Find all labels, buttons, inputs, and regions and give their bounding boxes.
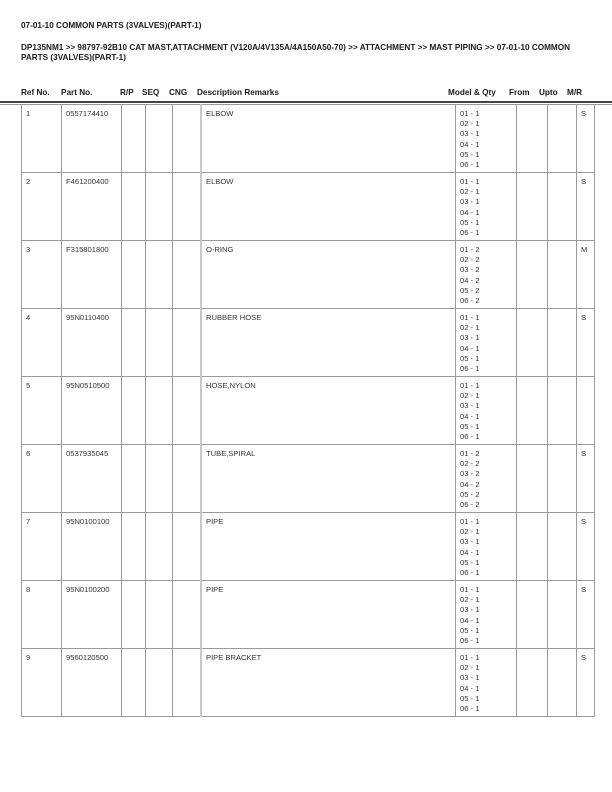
ref-no-cell: 6 xyxy=(22,445,62,513)
model-qty-line: 06 - 1 xyxy=(460,568,480,578)
header-part-no: Part No. xyxy=(61,88,93,97)
model-qty-line: 03 - 1 xyxy=(460,537,480,547)
header-cng: CNG xyxy=(169,88,188,97)
model-qty-line: 06 - 1 xyxy=(460,704,480,714)
part-no-cell: 95N0100100 xyxy=(62,513,122,581)
from-cell xyxy=(517,105,548,173)
mr-cell: S xyxy=(577,513,595,581)
model-qty-line: 06 - 2 xyxy=(460,500,480,510)
model-qty-line: 05 - 2 xyxy=(460,285,480,295)
model-qty-line: 05 - 2 xyxy=(460,489,480,499)
header-description: Description Remarks xyxy=(197,88,279,97)
ref-no-cell: 8 xyxy=(22,581,62,649)
model-qty-cell xyxy=(456,241,517,309)
mr-cell xyxy=(577,377,595,445)
description-cell: TUBE,SPIRAL xyxy=(201,445,456,513)
description-cell: PIPE xyxy=(201,513,456,581)
model-qty-line: 04 - 1 xyxy=(460,207,480,217)
from-cell xyxy=(517,241,548,309)
mr-cell: S xyxy=(577,581,595,649)
model-qty-line: 02 - 1 xyxy=(460,119,480,129)
model-qty-line: 01 - 1 xyxy=(460,381,480,390)
model-qty-line: 04 - 1 xyxy=(460,139,480,149)
rp-cell xyxy=(122,173,146,241)
model-qty-line: 05 - 1 xyxy=(460,557,480,567)
model-qty-cell xyxy=(456,173,517,241)
mr-cell: S xyxy=(577,445,595,513)
cng-cell xyxy=(173,649,202,717)
model-qty-line: 03 - 2 xyxy=(460,265,480,275)
model-qty-line: 02 - 1 xyxy=(460,391,480,401)
seq-cell xyxy=(146,241,173,309)
cng-cell xyxy=(173,309,202,377)
parts-table xyxy=(21,104,595,717)
model-qty-line: 04 - 1 xyxy=(460,343,480,353)
model-qty-cell xyxy=(456,309,517,377)
model-qty-cell xyxy=(456,445,517,513)
upto-cell xyxy=(548,513,577,581)
model-qty-line: 05 - 1 xyxy=(460,149,480,159)
model-qty-cell xyxy=(456,581,517,649)
cng-cell xyxy=(173,513,202,581)
model-qty-line: 01 - 1 xyxy=(460,517,480,526)
model-qty-line: 02 - 1 xyxy=(460,323,480,333)
model-qty-line: 03 - 1 xyxy=(460,197,480,207)
rp-cell xyxy=(122,445,146,513)
model-qty-line: 04 - 1 xyxy=(460,615,480,625)
upto-cell xyxy=(548,105,577,173)
model-qty-line: 05 - 1 xyxy=(460,421,480,431)
header-seq: SEQ xyxy=(142,88,160,97)
model-qty-line: 05 - 1 xyxy=(460,217,480,227)
description-cell: RUBBER HOSE xyxy=(201,309,456,377)
table-row xyxy=(22,241,595,309)
mr-cell: S xyxy=(577,309,595,377)
model-qty-line: 02 - 1 xyxy=(460,595,480,605)
part-no-cell: 95N0510500 xyxy=(62,377,122,445)
rp-cell xyxy=(122,581,146,649)
ref-no-cell: 3 xyxy=(22,241,62,309)
model-qty-line: 04 - 1 xyxy=(460,411,480,421)
header-upto: Upto xyxy=(539,88,558,97)
model-qty-line: 06 - 2 xyxy=(460,296,480,306)
model-qty-cell xyxy=(456,377,517,445)
model-qty-line: 02 - 1 xyxy=(460,663,480,673)
header-model-qty: Model & Qty xyxy=(448,88,496,97)
description-cell: PIPE xyxy=(201,581,456,649)
rp-cell xyxy=(122,309,146,377)
part-no-cell: F315801800 xyxy=(62,241,122,309)
model-qty-line: 03 - 1 xyxy=(460,605,480,615)
model-qty-line: 05 - 1 xyxy=(460,693,480,703)
model-qty-line: 02 - 1 xyxy=(460,187,480,197)
from-cell xyxy=(517,445,548,513)
model-qty-cell xyxy=(456,513,517,581)
part-no-cell: 9560120500 xyxy=(62,649,122,717)
model-qty-line: 01 - 1 xyxy=(460,313,480,322)
model-qty-line: 03 - 2 xyxy=(460,469,480,479)
part-no-cell: 0557174410 xyxy=(62,105,122,173)
upto-cell xyxy=(548,581,577,649)
cng-cell xyxy=(173,173,202,241)
model-qty-line: 04 - 1 xyxy=(460,547,480,557)
description-cell: ELBOW xyxy=(201,173,456,241)
table-row xyxy=(22,581,595,649)
table-row xyxy=(22,309,595,377)
model-qty-line: 06 - 1 xyxy=(460,636,480,646)
header-from: From xyxy=(509,88,530,97)
seq-cell xyxy=(146,105,173,173)
model-qty-line: 01 - 2 xyxy=(460,245,480,254)
upto-cell xyxy=(548,649,577,717)
model-qty-line: 04 - 1 xyxy=(460,683,480,693)
table-row xyxy=(22,377,595,445)
model-qty-line: 01 - 2 xyxy=(460,449,480,458)
mr-cell: S xyxy=(577,173,595,241)
table-row xyxy=(22,513,595,581)
upto-cell xyxy=(548,377,577,445)
description-cell: O-RING xyxy=(201,241,456,309)
upto-cell xyxy=(548,173,577,241)
model-qty-line: 06 - 1 xyxy=(460,364,480,374)
seq-cell xyxy=(146,309,173,377)
upto-cell xyxy=(548,241,577,309)
model-qty-line: 03 - 1 xyxy=(460,129,480,139)
model-qty-line: 01 - 1 xyxy=(460,585,480,594)
ref-no-cell: 1 xyxy=(22,105,62,173)
model-qty-line: 06 - 1 xyxy=(460,432,480,442)
model-qty-cell xyxy=(456,105,517,173)
model-qty-line: 01 - 1 xyxy=(460,177,480,186)
ref-no-cell: 5 xyxy=(22,377,62,445)
page-title: 07-01-10 COMMON PARTS (3VALVES)(PART-1) xyxy=(21,21,202,30)
seq-cell xyxy=(146,173,173,241)
upto-cell xyxy=(548,309,577,377)
breadcrumb: DP135NM1 >> 98797-92B10 CAT MAST,ATTACHMENT (V120A/4V135A/4A150A50-70) >> ATTACHMENT >> MAST PIPING >> 07-01-10 COMMON PARTS (3VALVES)(PART-1) xyxy=(21,43,571,62)
mr-cell: S xyxy=(577,105,595,173)
model-qty-line: 03 - 1 xyxy=(460,401,480,411)
model-qty-line: 03 - 1 xyxy=(460,333,480,343)
model-qty-line: 05 - 1 xyxy=(460,353,480,363)
from-cell xyxy=(517,173,548,241)
mr-cell: M xyxy=(577,241,595,309)
header-ref-no: Ref No. xyxy=(21,88,50,97)
rp-cell xyxy=(122,377,146,445)
seq-cell xyxy=(146,649,173,717)
table-row xyxy=(22,649,595,717)
ref-no-cell: 7 xyxy=(22,513,62,581)
from-cell xyxy=(517,649,548,717)
seq-cell xyxy=(146,581,173,649)
from-cell xyxy=(517,377,548,445)
cng-cell xyxy=(173,105,202,173)
cng-cell xyxy=(173,581,202,649)
model-qty-line: 06 - 1 xyxy=(460,228,480,238)
from-cell xyxy=(517,309,548,377)
cng-cell xyxy=(173,241,202,309)
model-qty-line: 04 - 2 xyxy=(460,275,480,285)
ref-no-cell: 9 xyxy=(22,649,62,717)
part-no-cell: F461200400 xyxy=(62,173,122,241)
model-qty-line: 01 - 1 xyxy=(460,653,480,662)
cng-cell xyxy=(173,377,202,445)
model-qty-line: 03 - 1 xyxy=(460,673,480,683)
from-cell xyxy=(517,581,548,649)
ref-no-cell: 4 xyxy=(22,309,62,377)
model-qty-line: 02 - 2 xyxy=(460,255,480,265)
table-row xyxy=(22,173,595,241)
description-cell: ELBOW xyxy=(201,105,456,173)
ref-no-cell: 2 xyxy=(22,173,62,241)
header-rp: R/P xyxy=(120,88,134,97)
table-row xyxy=(22,105,595,173)
cng-cell xyxy=(173,445,202,513)
model-qty-line: 02 - 1 xyxy=(460,527,480,537)
model-qty-cell xyxy=(456,649,517,717)
seq-cell xyxy=(146,377,173,445)
seq-cell xyxy=(146,513,173,581)
header-mr: M/R xyxy=(567,88,583,97)
rp-cell xyxy=(122,649,146,717)
rp-cell xyxy=(122,513,146,581)
from-cell xyxy=(517,513,548,581)
model-qty-line: 06 - 1 xyxy=(460,160,480,170)
description-cell: HOSE,NYLON xyxy=(201,377,456,445)
table-row xyxy=(22,445,595,513)
mr-cell: S xyxy=(577,649,595,717)
model-qty-line: 04 - 2 xyxy=(460,479,480,489)
part-no-cell: 95N0110400 xyxy=(62,309,122,377)
seq-cell xyxy=(146,445,173,513)
model-qty-line: 02 - 2 xyxy=(460,459,480,469)
part-no-cell: 0537935045 xyxy=(62,445,122,513)
upto-cell xyxy=(548,445,577,513)
model-qty-line: 05 - 1 xyxy=(460,625,480,635)
part-no-cell: 95N0100200 xyxy=(62,581,122,649)
rp-cell xyxy=(122,241,146,309)
description-cell: PIPE BRACKET xyxy=(201,649,456,717)
rp-cell xyxy=(122,105,146,173)
model-qty-line: 01 - 1 xyxy=(460,109,480,118)
